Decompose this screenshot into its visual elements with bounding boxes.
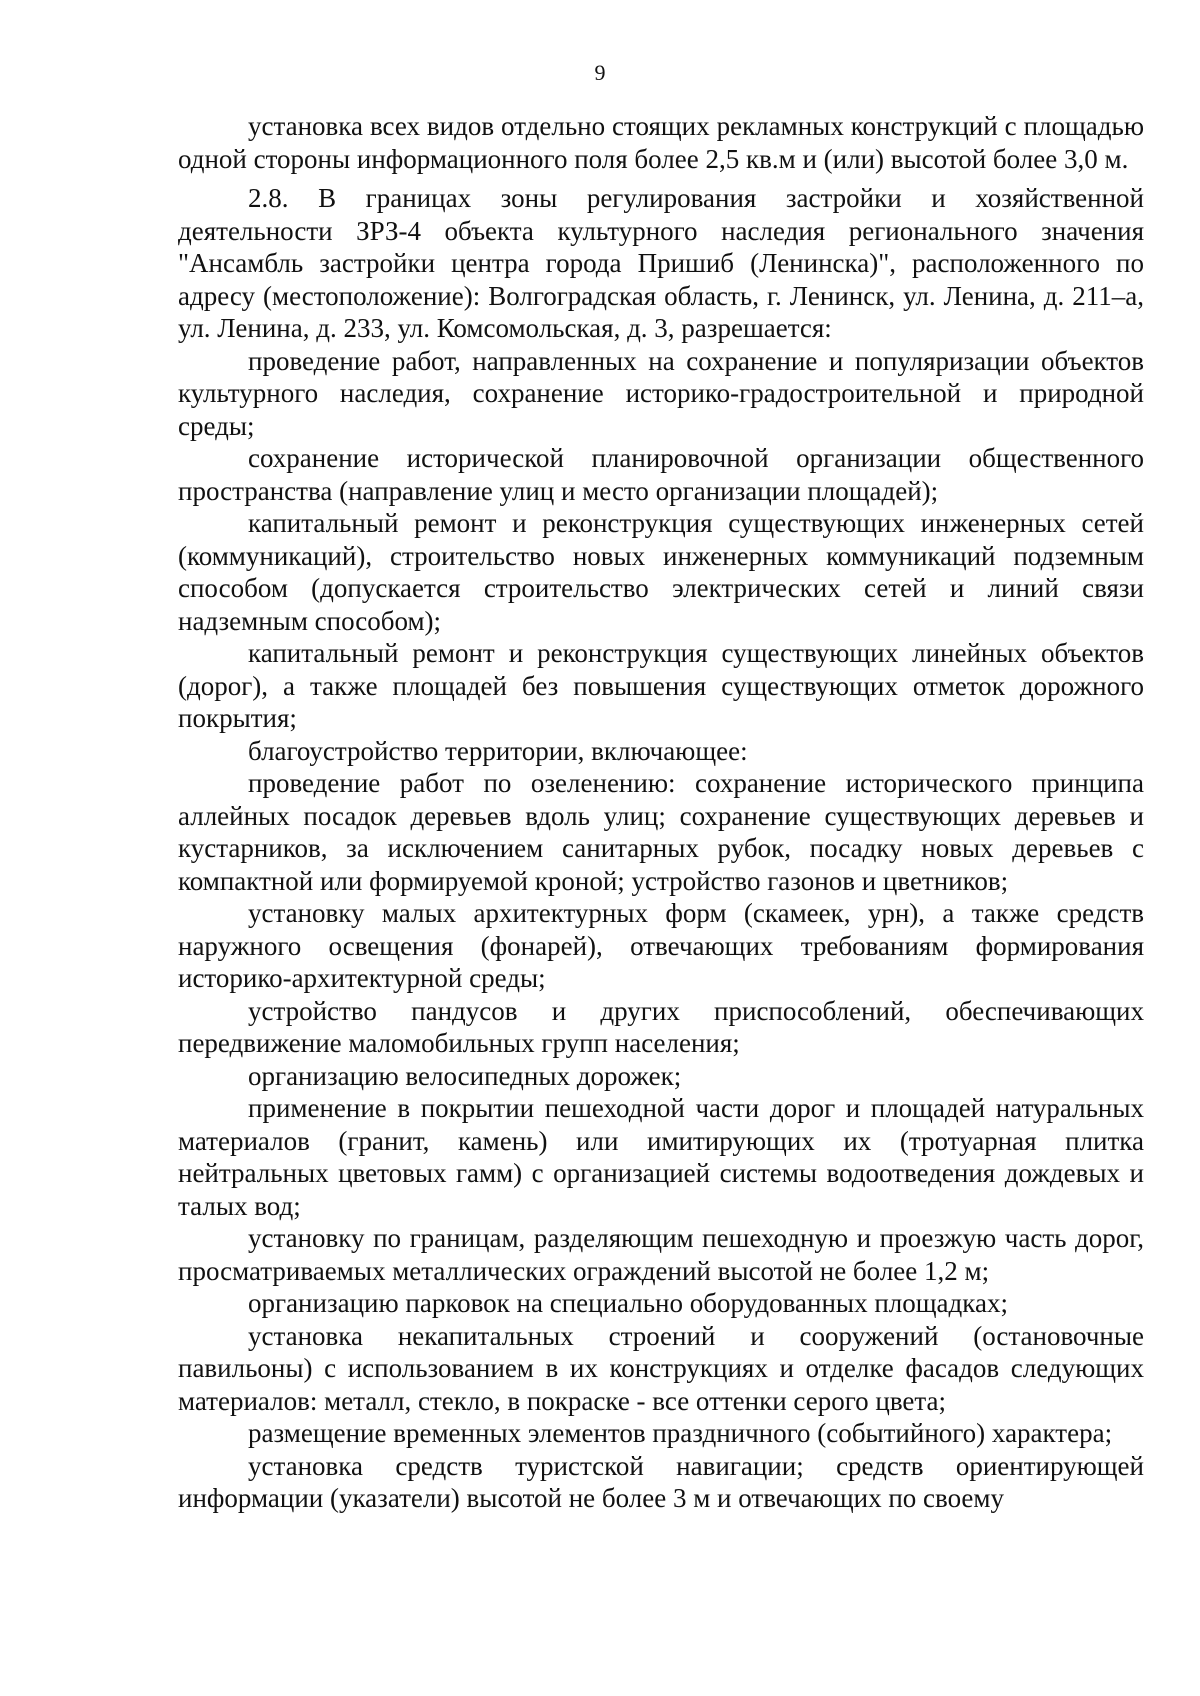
paragraph-temporary-elements: размещение временных элементов праздничного (событийного) характера; [248, 1418, 1113, 1448]
paragraph-paving-materials: применение в покрытии пешеходной части дорог и площадей натуральных материалов (гранит, камень) или имитирующих их (тротуарная плитка нейтральных цветовых гамм) с организацией системы водоотведения дождевых и талых вод; [178, 1093, 1144, 1221]
paragraph-tourist-navigation: установка средств туристской навигации; средств ориентирующей информации (указатели) высотой не более 3 м и отвечающих по своему [178, 1450, 1144, 1513]
paragraph-fencing: установку по границам, разделяющим пешеходную и проезжую часть дорог, просматриваемых металлических ограждений высотой не более 1,2 м; [178, 1223, 1144, 1286]
document-body [178, 110, 1144, 1515]
paragraph-parking: организацию парковок на специально оборудованных площадках; [248, 1288, 1008, 1318]
paragraph-bike-paths: организацию велосипедных дорожек; [248, 1060, 682, 1091]
paragraph-small-architectural-forms: установку малых архитектурных форм (скамеек, урн), а также средств наружного освещения (фонарей), отвечающих требованиям формирования историко-архитектурной среды; [178, 898, 1144, 993]
page-number: 9 [594, 60, 606, 85]
paragraph-ramps: устройство пандусов и других приспособлений, обеспечивающих передвижение маломобильных групп населения; [178, 995, 1144, 1058]
paragraph-landscaping-intro: благоустройство территории, включающее: [248, 735, 748, 766]
paragraph-engineering-networks: капитальный ремонт и реконструкция существующих инженерных сетей (коммуникаций), строительство новых инженерных коммуникаций подземным способом (допускается строительство электрических сетей и линий связи надземным способом); [178, 508, 1144, 636]
paragraph-historical-planning: сохранение исторической планировочной организации общественного пространства (направление улиц и место организации площадей); [178, 443, 1144, 506]
paragraph-heritage-works: проведение работ, направленных на сохранение и популяризации объектов культурного наследия, сохранение историко-градостроительной и природной среды; [178, 345, 1144, 441]
paragraph-section-2-8: 2.8. В границах зоны регулирования застройки и хозяйственной деятельности ЗРЗ-4 объекта культурного наследия регионального значения "Ансамбль застройки центра города Пришиб (Ленинска)", расположенного по адресу (местоположение): Волгоградская область, г. Ленинск, ул. Ленина, д. 211–а, ул. Ленина, д. 233, ул. Комсомольская, д. 3, разрешается: [178, 183, 1144, 343]
paragraph-greening: проведение работ по озеленению: сохранение исторического принципа аллейных посадок деревьев вдоль улиц; сохранение существующих деревьев и кустарников, за исключением санитарных рубок, посадку новых деревьев с компактной или формируемой кроной; устройство газонов и цветников; [178, 768, 1144, 896]
paragraph-advertising-structures: установка всех видов отдельно стоящих рекламных конструкций с площадью одной стороны информационного поля более 2,5 кв.м и (или) высотой более 3,0 м. [178, 111, 1144, 174]
paragraph-pavilions: установка некапитальных строений и сооружений (остановочные павильоны) с использованием в их конструкциях и отделке фасадов следующих материалов: металл, стекло, в покраске - все оттенки серого цвета; [178, 1320, 1144, 1416]
paragraph-linear-objects: капитальный ремонт и реконструкция существующих линейных объектов (дорог), а также площадей без повышения существующих отметок дорожного покрытия; [178, 638, 1144, 733]
